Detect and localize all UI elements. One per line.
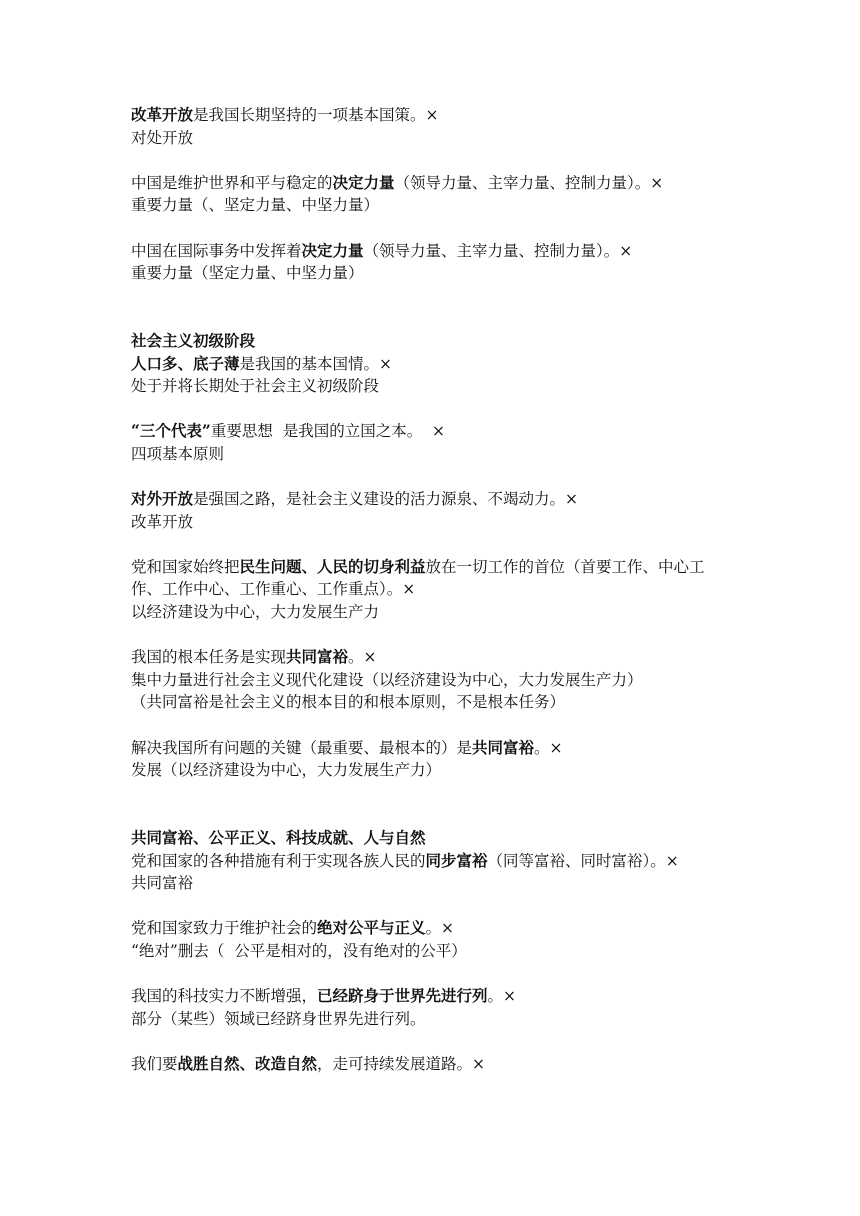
- document-page: [131, 104, 741, 1098]
- answer-note: （共同富裕是社会主义的根本目的和根本原则，不是根本任务）: [131, 693, 566, 712]
- question-text: 解决我国所有问题的关键（最重要、最根本的）是共同富裕。×: [131, 737, 563, 757]
- answer-text: 部分（某些）领域已经跻身世界先进行列。: [131, 1009, 426, 1028]
- question-block: [131, 104, 741, 149]
- section-title: 共同富裕、公平正义、科技成就、人与自然: [131, 828, 426, 847]
- question-text: 我国的科技实力不断增强，已经跻身于世界先进行列。×: [131, 986, 517, 1006]
- answer-text: 发展（以经济建设为中心，大力发展生产力）: [131, 761, 442, 780]
- section-title: 社会主义初级阶段: [131, 330, 256, 350]
- answer-text: 四项基本原则: [131, 444, 225, 463]
- spacer: [131, 307, 741, 330]
- question-text: 人口多、底子薄是我国的基本国情。×: [131, 353, 393, 373]
- question-block: [131, 737, 741, 782]
- question-block: [131, 985, 741, 1030]
- question-text: 中国在国际事务中发挥着决定力量（领导力量、主宰力量、控制力量）。×: [131, 240, 633, 260]
- question-block: [131, 420, 741, 465]
- question-text: 我们要战胜自然、改造自然，走可持续发展道路。×: [131, 1053, 486, 1073]
- question-text: “三个代表”重要思想 是我国的立国之本。 ×: [131, 421, 446, 441]
- question-text: 中国是维护世界和平与稳定的决定力量（领导力量、主宰力量、控制力量）。×: [131, 172, 664, 192]
- answer-text: 改革开放: [131, 512, 194, 531]
- question-text: 党和国家始终把民生问题、人民的切身利益放在一切工作的首位（首要工作、中心工作、工作中心、工作重心、工作重点）。×: [131, 556, 705, 599]
- answer-text: “绝对”删去（ 公平是相对的，没有绝对的公平）: [131, 941, 467, 960]
- question-block: [131, 172, 741, 217]
- question-block: [131, 850, 741, 895]
- answer-text: 以经济建设为中心，大力发展生产力: [131, 603, 380, 622]
- spacer: [131, 804, 741, 827]
- answer-text: 集中力量进行社会主义现代化建设（以经济建设为中心，大力发展生产力）: [131, 670, 643, 689]
- question-text: 党和国家的各种措施有利于实现各族人民的同步富裕（同等富裕、同时富裕）。×: [131, 850, 679, 870]
- question-block: [131, 917, 741, 962]
- answer-text: 重要力量（坚定力量、中坚力量）: [131, 264, 364, 283]
- answer-text: 对处开放: [131, 128, 194, 147]
- question-text: 党和国家致力于维护社会的绝对公平与正义。×: [131, 918, 455, 938]
- question-block: [131, 1053, 741, 1076]
- answer-text: 处于并将长期处于社会主义初级阶段: [131, 377, 380, 396]
- question-block: [131, 646, 741, 714]
- answer-text: 共同富裕: [131, 874, 194, 893]
- question-block: [131, 556, 741, 624]
- question-block: [131, 240, 741, 285]
- question-block: [131, 353, 741, 398]
- question-text: 我国的根本任务是实现共同富裕。×: [131, 647, 377, 667]
- answer-text: 重要力量（、坚定力量、中坚力量）: [131, 196, 380, 215]
- question-text: 改革开放是我国长期坚持的一项基本国策。×: [131, 105, 439, 124]
- question-block: [131, 488, 741, 533]
- question-text: 对外开放是强国之路，是社会主义建设的活力源泉、不竭动力。×: [131, 489, 579, 509]
